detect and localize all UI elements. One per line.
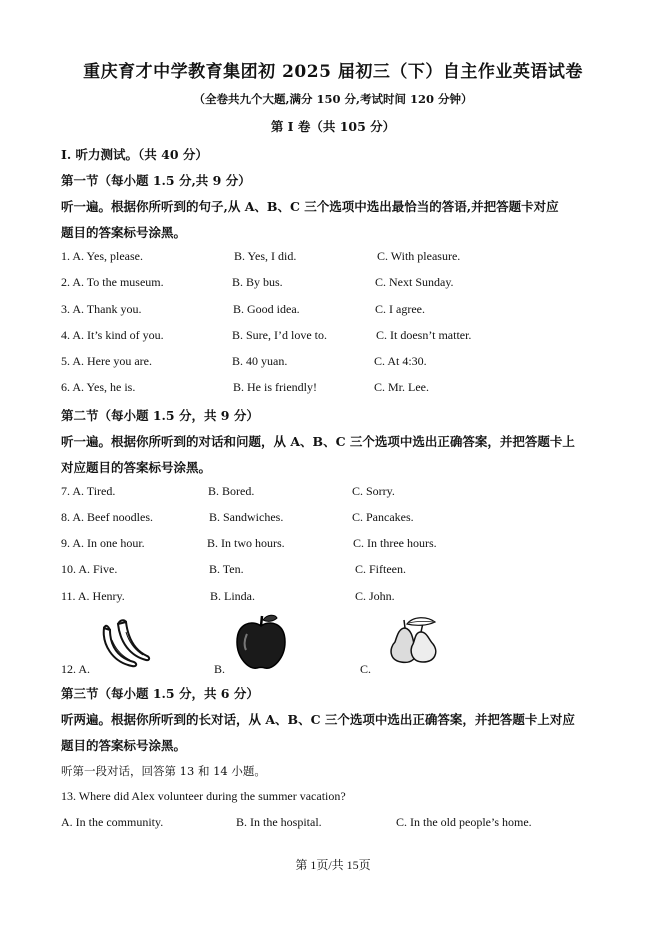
q3-option-c: C. I agree.: [375, 302, 425, 316]
page-number: 第 1页/共 15页: [295, 858, 371, 872]
exam-subtitle: （全卷共九个大题,满分 150 分,考试时间 120 分钟）: [193, 92, 473, 106]
q6-option-a: 6. A. Yes, he is.: [61, 380, 136, 394]
q9-option-b: B. In two hours.: [207, 536, 285, 550]
q2-option-a: 2. A. To the museum.: [61, 275, 164, 289]
q8-option-c: C. Pancakes.: [352, 510, 414, 524]
q3-option-a: 3. A. Thank you.: [61, 302, 142, 316]
q2-option-b: B. By bus.: [232, 275, 283, 289]
q1-option-a: 1. A. Yes, please.: [61, 249, 144, 263]
q13-stem: 13. Where did Alex volunteer during the summer vacation?: [61, 789, 346, 803]
q13-option-a: A. In the community.: [61, 815, 164, 829]
pear-icon: [383, 614, 441, 666]
q12-option-b: B.: [214, 662, 226, 676]
q4-option-b: B. Sure, I’d love to.: [232, 328, 327, 342]
q12-option-c: C.: [360, 662, 372, 676]
q1-option-b: B. Yes, I did.: [234, 249, 297, 263]
q5-option-c: C. At 4:30.: [374, 354, 427, 368]
q11-option-b: B. Linda.: [210, 589, 255, 603]
section2-instruction-2: 对应题目的答案标号涂黑。: [61, 460, 212, 475]
section3-heading: 第三节（每小题 1.5 分，共 6 分）: [61, 686, 259, 701]
banana-icon: [98, 614, 154, 670]
part1-heading: I. 听力测试。（共 40 分）: [61, 147, 208, 162]
q5-option-b: B. 40 yuan.: [232, 354, 288, 368]
section1-instruction-1: 听一遍。根据你所听到的句子,从 A、B、C 三个选项中选出最恰当的答语,并把答题卡对应: [61, 199, 559, 214]
q13-option-c: C. In the old people’s home.: [396, 815, 532, 829]
section3-instruction-2: 题目的答案标号涂黑。: [61, 738, 187, 753]
section1-instruction-2: 题目的答案标号涂黑。: [61, 225, 187, 240]
q11-option-c: C. John.: [355, 589, 395, 603]
q10-option-a: 10. A. Five.: [61, 562, 118, 576]
q7-option-a: 7. A. Tired.: [61, 484, 116, 498]
apple-icon: [233, 612, 289, 672]
section1-heading: 第一节（每小题 1.5 分,共 9 分）: [61, 173, 251, 188]
q5-option-a: 5. A. Here you are.: [61, 354, 152, 368]
q7-option-b: B. Bored.: [208, 484, 255, 498]
q12-option-a: 12. A.: [61, 662, 91, 676]
q13-option-b: B. In the hospital.: [236, 815, 322, 829]
q1-option-c: C. With pleasure.: [377, 249, 461, 263]
section2-heading: 第二节（每小题 1.5 分，共 9 分）: [61, 408, 259, 423]
section3-instruction-1: 听两遍。根据你所听到的长对话，从 A、B、C 三个选项中选出正确答案，并把答题卡上对应: [61, 712, 575, 727]
q10-option-b: B. Ten.: [209, 562, 244, 576]
q8-option-a: 8. A. Beef noodles.: [61, 510, 153, 524]
section2-instruction-1: 听一遍。根据你所听到的对话和问题，从 A、B、C 三个选项中选出正确答案，并把答题卡上: [61, 434, 575, 449]
q7-option-c: C. Sorry.: [352, 484, 395, 498]
q9-option-a: 9. A. In one hour.: [61, 536, 145, 550]
exam-title: 重庆育才中学教育集团初 2025 届初三（下）自主作业英语试卷: [83, 62, 583, 82]
volume-heading: 第 I 卷（共 105 分）: [270, 119, 396, 134]
q11-option-a: 11. A. Henry.: [61, 589, 125, 603]
q8-option-b: B. Sandwiches.: [209, 510, 284, 524]
q6-option-b: B. He is friendly!: [233, 380, 317, 394]
q4-option-a: 4. A. It’s kind of you.: [61, 328, 164, 342]
q6-option-c: C. Mr. Lee.: [374, 380, 429, 394]
dialogue-note: 听第一段对话，回答第 13 和 14 小题。: [61, 764, 266, 778]
q3-option-b: B. Good idea.: [233, 302, 300, 316]
q9-option-c: C. In three hours.: [353, 536, 437, 550]
q4-option-c: C. It doesn’t matter.: [376, 328, 472, 342]
q10-option-c: C. Fifteen.: [355, 562, 406, 576]
q2-option-c: C. Next Sunday.: [375, 275, 454, 289]
